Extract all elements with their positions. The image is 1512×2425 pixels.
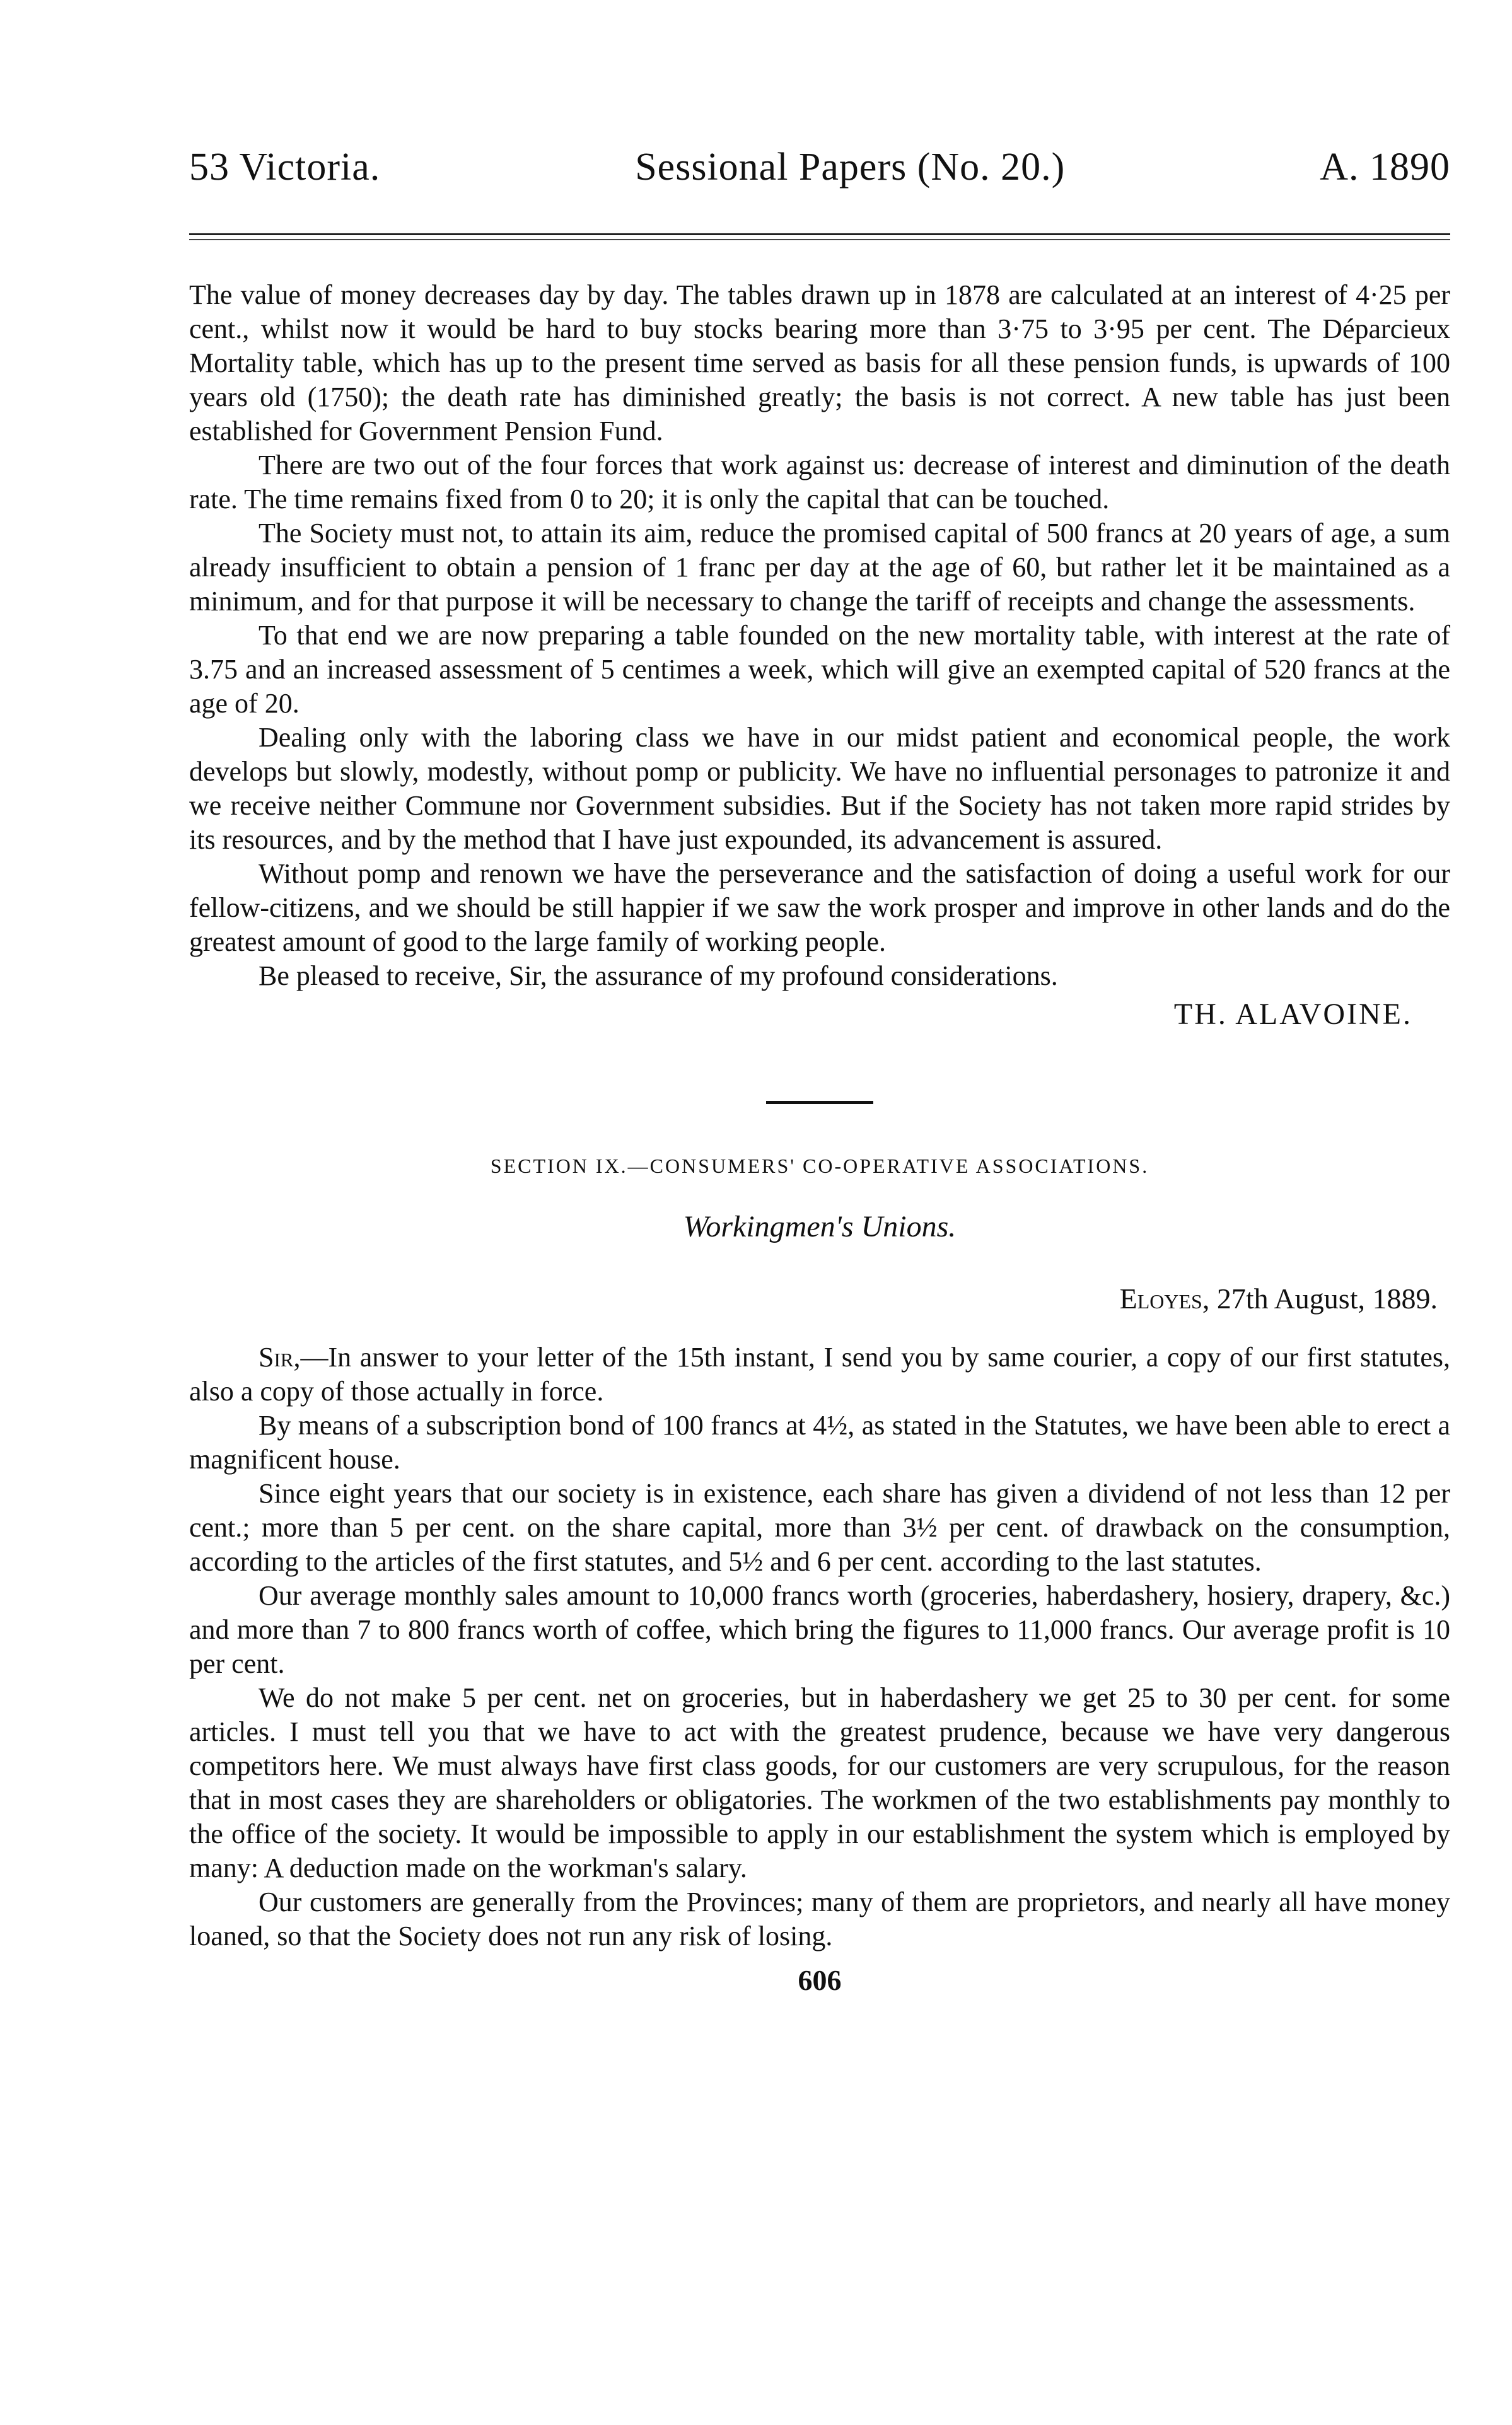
header-rule — [189, 233, 1450, 240]
paragraph: We do not make 5 per cent. net on groceries, but in haberdashery we get 25 to 30 per cent. for some articles. I must tell you that we have to act with the greatest prudence, because we have very dangerous competitors here. We must always have first class goods, for our customers are very scrupulous, for the reason that in most cases they are shareholders or obligatories. The workmen of the two establishments pay monthly to the office of the society. It would be impossible to apply in our establishment the system which is employed by many: A deduction made on the workman's salary. — [189, 1682, 1450, 1883]
dateline — [189, 1282, 1450, 1315]
page-number: 606 — [798, 1964, 842, 1996]
paragraph: Be pleased to receive, Sir, the assurance of my profound considerations. — [259, 960, 1058, 991]
paragraph: Dealing only with the laboring class we have in our midst patient and economical people, the work develops but slowly, modestly, without pomp or publicity. We have no influential personages to patronize it and we receive neither Commune nor Government subsidies. But if the Society has not taken more rapid strides by its resources, and by the method that I have just expounded, its advancement is assured. — [189, 722, 1450, 855]
paragraph: Without pomp and renown we have the perseverance and the satisfaction of doing a useful work for our fellow-citizens, and we should be still happier if we saw the work prosper and improve in other lands and do the greatest amount of good to the large family of working people. — [189, 858, 1450, 957]
paragraph: By means of a subscription bond of 100 francs at 4½, as stated in the Statutes, we have been able to erect a magnificent house. — [189, 1410, 1450, 1475]
dateline-place: Eloyes — [1119, 1282, 1202, 1315]
page-header — [189, 145, 1450, 208]
paragraph: The value of money decreases day by day. The tables drawn up in 1878 are calculated at an interest of 4·25 per cent., whilst now it would be hard to buy stocks bearing more than 3·75 to 3·95 per cent. The Déparcieux Mortality table, which has up to the present time served as basis for all these pension funds, is upwards of 100 years old (1750); the death rate has diminished greatly; the basis is not correct. A new table has just been established for Government Pension Fund. — [189, 279, 1450, 446]
header-title: Sessional Papers (No. 20.) — [635, 146, 1066, 189]
section-title: SECTION IX.—CONSUMERS' CO-OPERATIVE ASSOCIATIONS. — [490, 1154, 1149, 1177]
section-divider — [766, 1101, 873, 1104]
paragraph: Since eight years that our society is in existence, each share has given a dividend of not less than 12 per cent.; more than 5 per cent. on the share capital, more than 3½ per cent. of drawback on the consumption, according to the articles of the first statutes, and 5½ and 6 per cent. according to the last statutes. — [189, 1478, 1450, 1577]
paragraph: There are two out of the four forces that work against us: decrease of interest and diminution of the death rate. The time remains fixed from 0 to 20; it is only the capital that can be touched. — [189, 450, 1450, 515]
document-page — [189, 145, 1450, 1997]
letter-two-body — [189, 1340, 1450, 1953]
letter-one-body — [189, 278, 1450, 993]
section-subtitle: Workingmen's Unions. — [683, 1210, 957, 1243]
paragraph: Our average monthly sales amount to 10,000 francs worth (groceries, haberdashery, hosiery, drapery, &c.) and more than 7 to 800 francs worth of coffee, which bring the figures to 11,000 francs. Our average profit is 10 per cent. — [189, 1580, 1450, 1679]
paragraph: Our customers are generally from the Provinces; many of them are proprietors, and nearly all have money loaned, so that the Society does not run any risk of losing. — [189, 1887, 1450, 1951]
dateline-date: , 27th August, 1889. — [1202, 1282, 1438, 1315]
paragraph: The Society must not, to attain its aim, reduce the promised capital of 500 francs at 20 years of age, a sum already insufficient to obtain a pension of 1 franc per day at the age of 60, but rather let it be maintained as a minimum, and for that purpose it will be necessary to change the tariff of receipts and change the assessments. — [189, 518, 1450, 617]
signature: TH. ALAVOINE. — [1173, 997, 1412, 1031]
salutation: Sir, — [259, 1342, 301, 1373]
paragraph-text: —In answer to your letter of the 15th instant, I send you by same courier, a copy of our first statutes, also a copy of those actually in force. — [189, 1342, 1450, 1407]
paragraph — [189, 1340, 1450, 1409]
header-session: 53 Victoria. — [189, 146, 381, 189]
header-year: A. 1890 — [1320, 146, 1450, 189]
paragraph: To that end we are now preparing a table founded on the new mortality table, with interest at the rate of 3.75 and an increased assessment of 5 centimes a week, which will give an exempted capital of 520 francs at the age of 20. — [189, 620, 1450, 719]
